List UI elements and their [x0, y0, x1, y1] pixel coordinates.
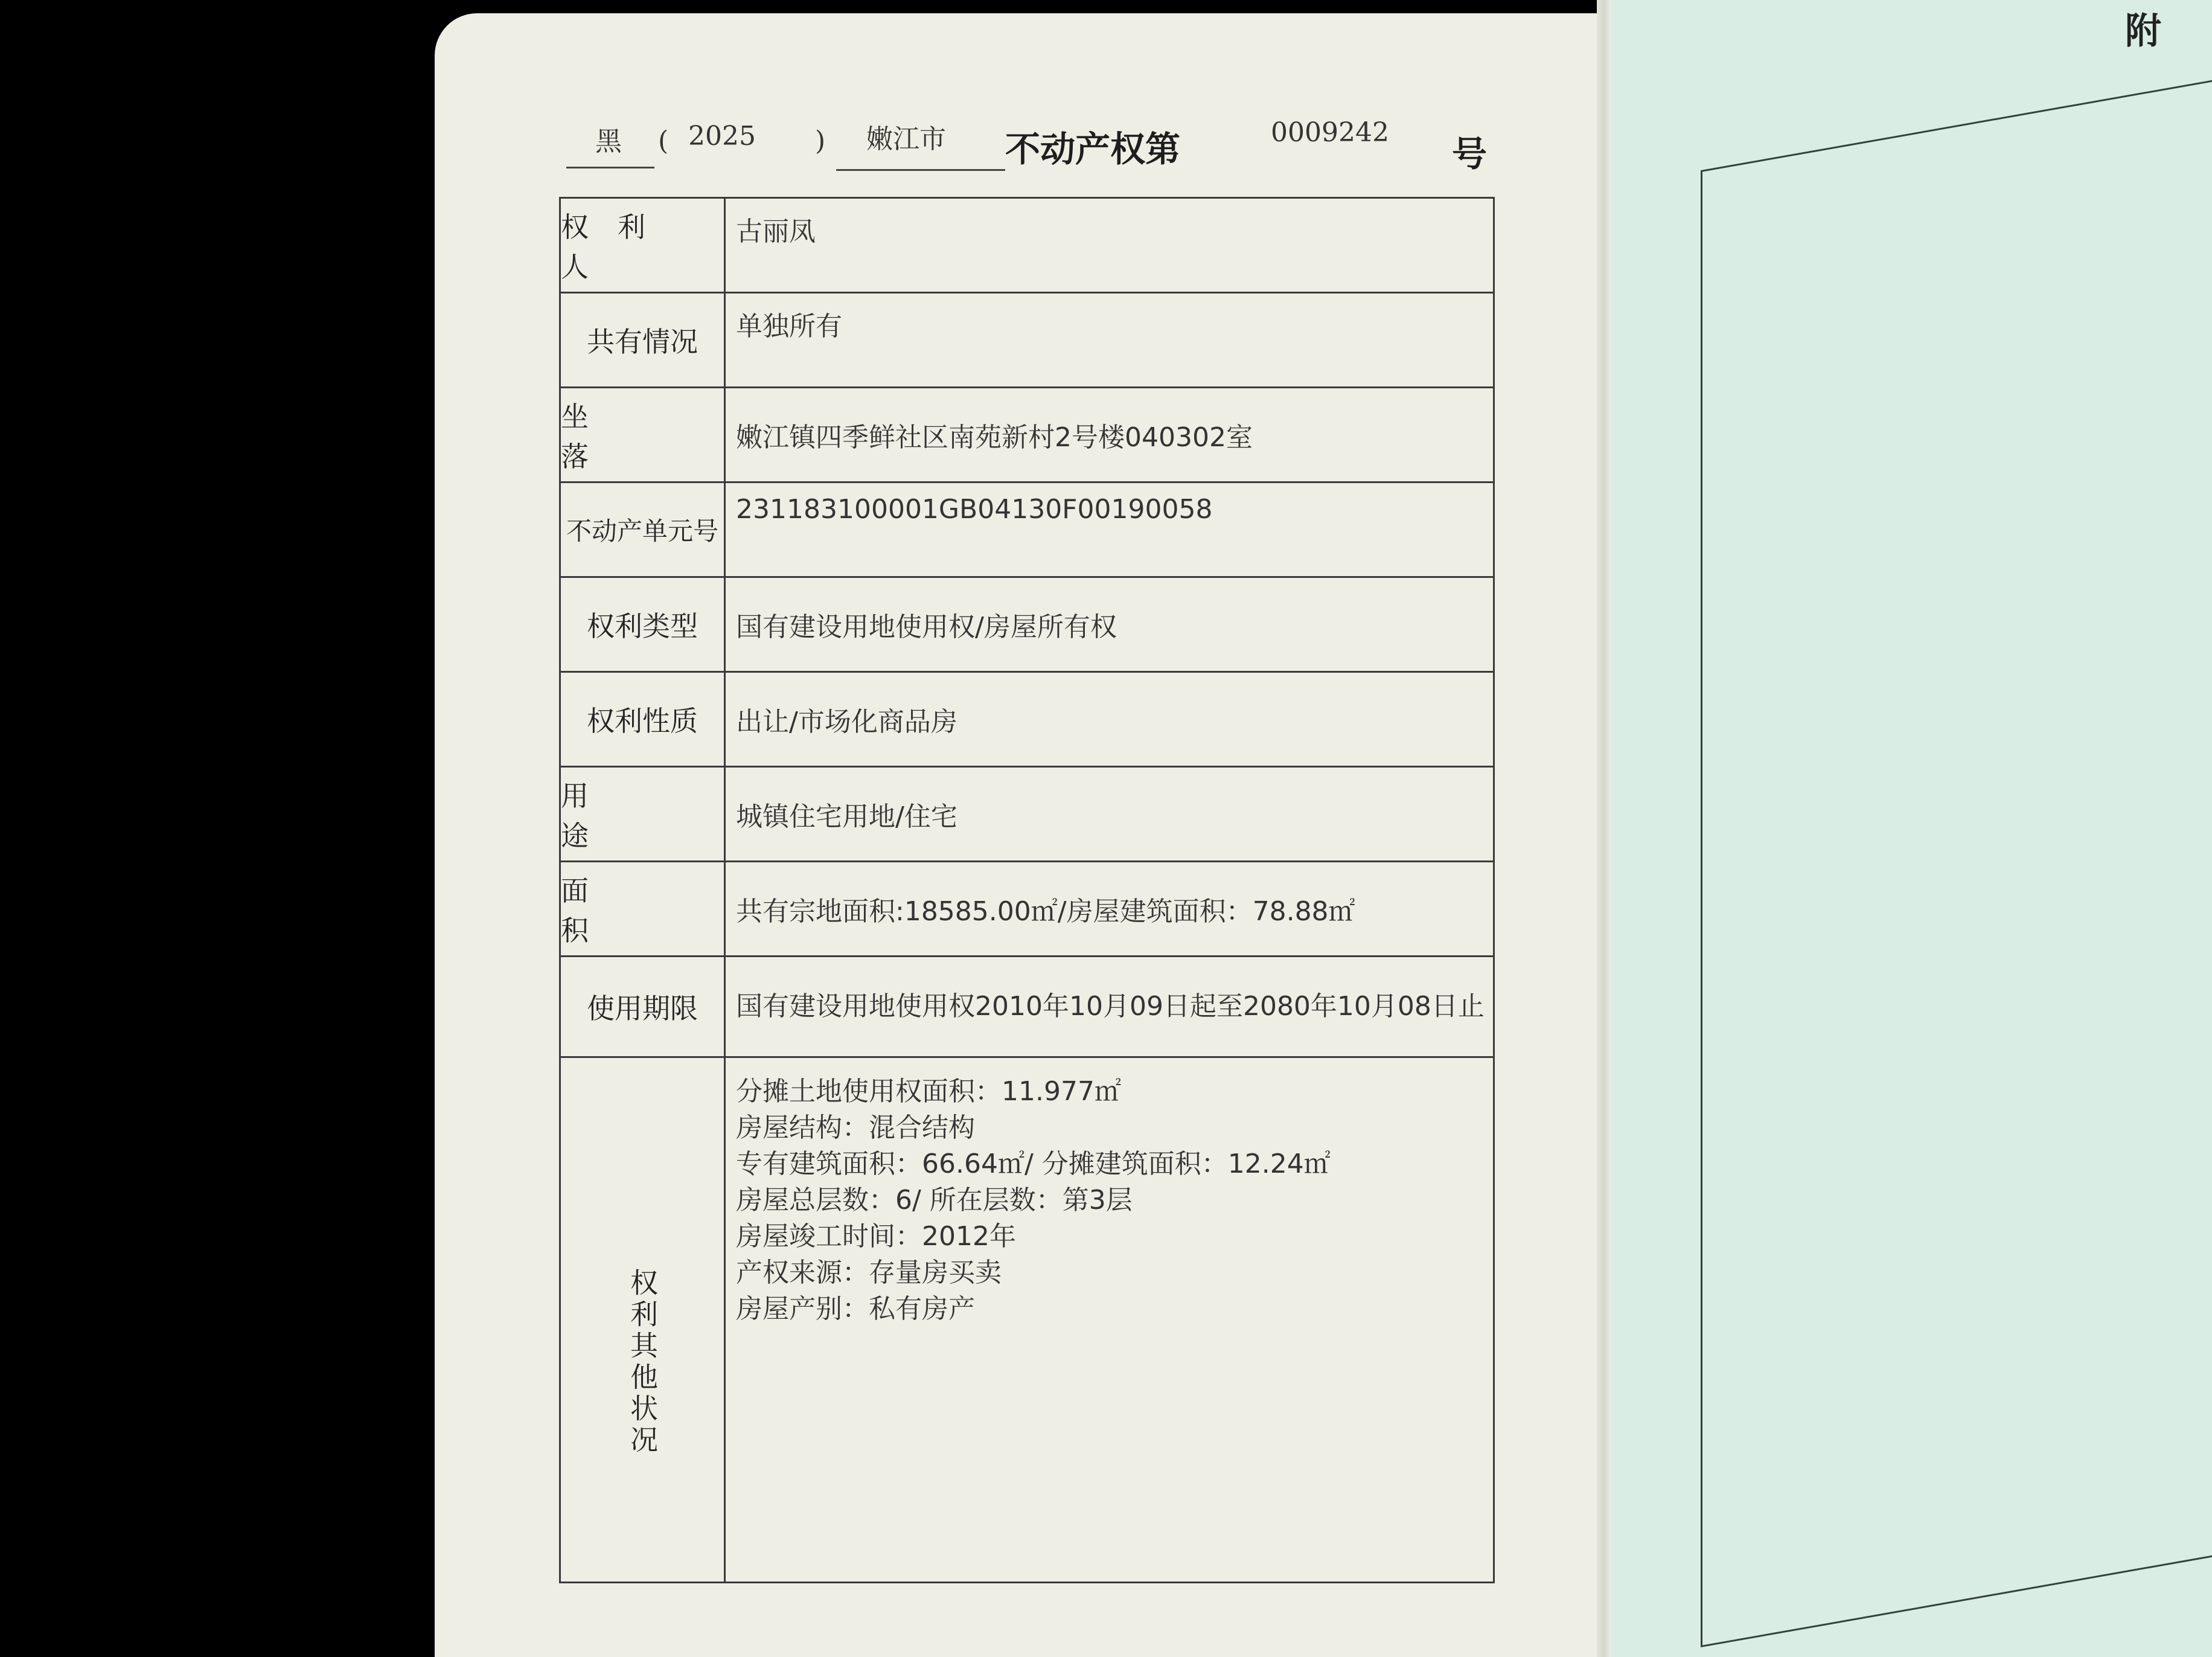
value-owner: 古丽凤 [736, 216, 816, 247]
other-status-line: 产权来源：存量房买卖 [736, 1257, 1002, 1288]
book-spine [1597, 0, 1611, 1657]
row-location [561, 388, 1493, 483]
province-char: 黑 [595, 126, 622, 157]
label-area: 面积 [561, 862, 726, 955]
label-usage: 用途 [561, 768, 726, 861]
row-other-status [561, 1058, 1493, 1582]
certificate-header [561, 109, 1497, 175]
close-paren: ) [815, 126, 826, 156]
label-right-nature: 权利性质 [561, 673, 726, 766]
label-location: 坐落 [561, 388, 726, 481]
row-unit-number [561, 483, 1493, 578]
other-status-line: 房屋结构：混合结构 [736, 1112, 975, 1143]
value-location: 嫩江镇四季鲜社区南苑新村2号楼040302室 [736, 422, 1253, 453]
value-right-nature: 出让/市场化商品房 [736, 707, 957, 737]
open-paren: ( [658, 126, 669, 156]
row-term [561, 957, 1493, 1058]
row-area [561, 862, 1493, 957]
city-underline [836, 169, 1005, 171]
value-area: 共有宗地面积:18585.00㎡/房屋建筑面积：78.88㎡ [736, 896, 1355, 927]
certificate-number: 0009242 [1271, 117, 1389, 148]
value-co-ownership: 单独所有 [736, 311, 842, 342]
other-status-line: 房屋产别：私有房产 [736, 1293, 975, 1324]
value-term: 国有建设用地使用权2010年10月09日起至2080年10月08日止 [736, 991, 1485, 1022]
other-status-line: 房屋总层数：6/ 所在层数：第3层 [736, 1185, 1133, 1216]
other-status-line: 房屋竣工时间：2012年 [736, 1221, 1016, 1252]
city: 嫩江市 [866, 124, 946, 155]
row-right-nature [561, 673, 1493, 768]
label-other-status [561, 1058, 726, 1582]
value-usage: 城镇住宅用地/住宅 [736, 801, 957, 832]
other-status-line: 分摊土地使用权面积：11.977㎡ [736, 1076, 1121, 1107]
row-right-type [561, 578, 1493, 673]
value-right-type: 国有建设用地使用权/房屋所有权 [736, 612, 1117, 643]
other-status-label-text: 权利其他状况 [626, 1268, 659, 1457]
rights-table [559, 197, 1495, 1583]
certificate-title: 不动产权第 [1005, 129, 1181, 170]
province-underline [566, 167, 654, 168]
other-status-line: 专有建筑面积：66.64㎡/ 分摊建筑面积：12.24㎡ [736, 1149, 1331, 1179]
row-owner [561, 199, 1493, 293]
label-owner: 权利人 [561, 199, 726, 292]
year: 2025 [688, 121, 756, 152]
label-term: 使用期限 [561, 957, 726, 1056]
right-page-label: 附 [2125, 10, 2161, 53]
label-co-ownership: 共有情况 [561, 293, 726, 386]
label-right-type: 权利类型 [561, 578, 726, 671]
certificate-suffix: 号 [1452, 133, 1488, 175]
other-status-list [736, 1076, 1331, 1330]
label-unit-number: 不动产单元号 [561, 483, 726, 576]
value-unit-number: 231183100001GB04130F00190058 [736, 494, 1213, 525]
value-other-status [736, 1058, 1487, 1582]
row-co-ownership [561, 293, 1493, 388]
right-page-frame [1701, 74, 2212, 1647]
row-usage [561, 768, 1493, 862]
